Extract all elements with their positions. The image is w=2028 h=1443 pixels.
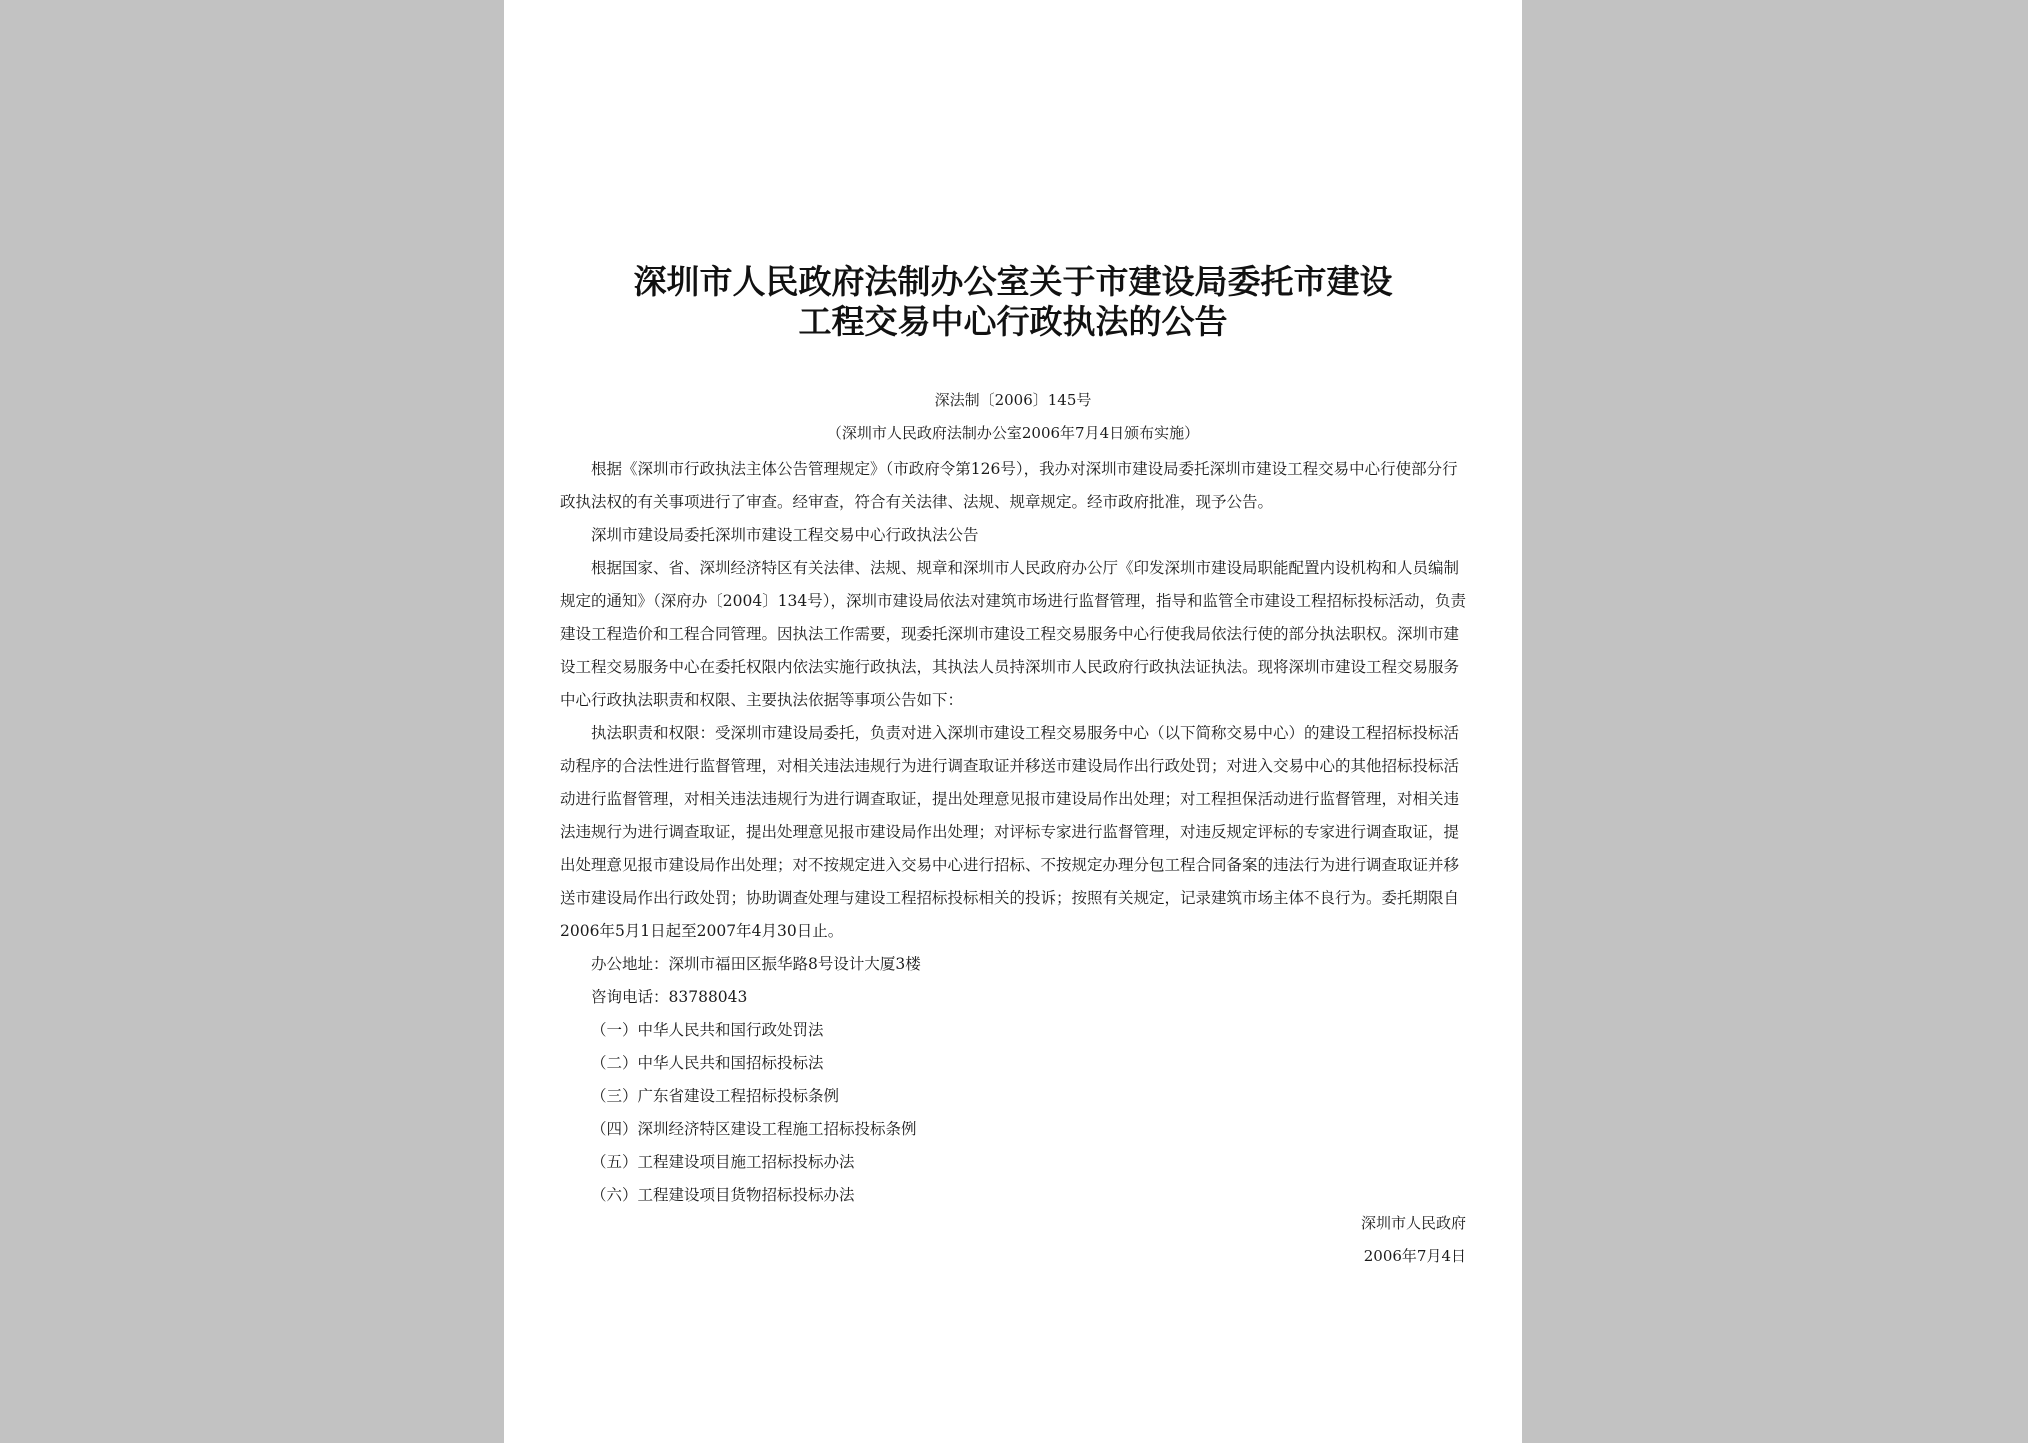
- law-item-5: （五）工程建设项目施工招标投标办法: [591, 1153, 855, 1171]
- signature-org: 深圳市人民政府: [1360, 1214, 1466, 1232]
- law-item-6: （六）工程建设项目货物招标投标办法: [591, 1186, 855, 1204]
- signature-date: 2006年7月4日: [1363, 1247, 1466, 1265]
- paragraph-address: 办公地址：深圳市福田区振华路8号设计大厦3楼: [591, 955, 921, 973]
- issuance-note: （深圳市人民政府法制办公室2006年7月4日颁布实施）: [826, 424, 1200, 442]
- document-page: [504, 0, 1522, 1443]
- document-title: [584, 262, 1442, 342]
- law-item-3: （三）广东省建设工程招标投标条例: [591, 1087, 840, 1105]
- law-item-2: （二）中华人民共和国招标投标法: [591, 1054, 824, 1072]
- title-line-1: 深圳市人民政府法制办公室关于市建设局委托市建设: [633, 262, 1393, 301]
- document-number: 深法制〔2006〕145号: [934, 391, 1092, 409]
- paragraph-phone: 咨询电话：83788043: [591, 988, 748, 1006]
- paragraph-subtitle: 深圳市建设局委托深圳市建设工程交易中心行政执法公告: [591, 526, 979, 544]
- law-item-1: （一）中华人民共和国行政处罚法: [591, 1021, 824, 1039]
- title-line-2: 工程交易中心行政执法的公告: [798, 302, 1228, 341]
- law-item-4: （四）深圳经济特区建设工程施工招标投标条例: [591, 1120, 917, 1138]
- paragraph-intro: 根据《深圳市行政执法主体公告管理规定》（市政府令第126号），我办对深圳市建设局委托深圳市建设工程交易中心行使部分行政执法权的有关事项进行了审查。经审查，符合有关法律、法规、规章规定。经市政府批准，现予公告。: [560, 460, 1458, 511]
- paragraph-duties: 执法职责和权限：受深圳市建设局委托，负责对进入深圳市建设工程交易服务中心（以下简称交易中心）的建设工程招标投标活动程序的合法性进行监督管理，对相关违法违规行为进行调查取证并移送市建设局作出行政处罚；对进入交易中心的其他招标投标活动进行监督管理，对相关违法违规行为进行调查取证，提出处理意见报市建设局作出处理；对工程担保活动进行监督管理，对相关违法违规行为进行调查取证，提出处理意见报市建设局作出处理；对评标专家进行监督管理，对违反规定评标的专家进行调查取证，提出处理意见报市建设局作出处理；对不按规定进入交易中心进行招标、不按规定办理分包工程合同备案的违法行为进行调查取证并移送市建设局作出行政处罚；协助调查处理与建设工程招标投标相关的投诉；按照有关规定，记录建筑市场主体不良行为。委托期限自2006年5月1日起至2007年4月30日止。: [560, 724, 1460, 940]
- paragraph-basis: 根据国家、省、深圳经济特区有关法律、法规、规章和深圳市人民政府办公厅《印发深圳市建设局职能配置内设机构和人员编制规定的通知》（深府办〔2004〕134号），深圳市建设局依法对建筑市场进行监督管理，指导和监管全市建设工程招标投标活动，负责建设工程造价和工程合同管理。因执法工作需要，现委托深圳市建设工程交易服务中心行使我局依法行使的部分执法职权。深圳市建设工程交易服务中心在委托权限内依法实施行政执法，其执法人员持深圳市人民政府行政执法证执法。现将深圳市建设工程交易服务中心行政执法职责和权限、主要执法依据等事项公告如下：: [560, 559, 1467, 709]
- document-body: [560, 453, 1470, 1212]
